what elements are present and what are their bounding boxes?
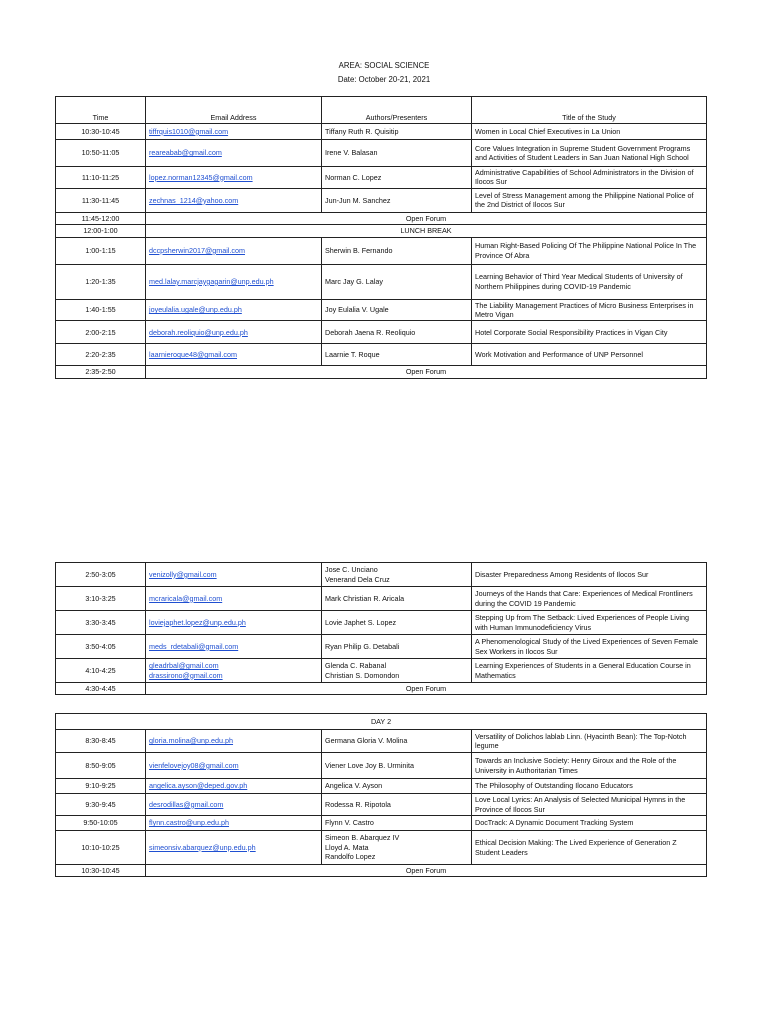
author-name: Venerand Dela Cruz: [325, 574, 390, 584]
author-cell: [322, 753, 472, 779]
break-row: [56, 212, 707, 224]
author-cell: [322, 299, 472, 321]
study-title-cell: Stepping Up from The Setback: Lived Experiences of People Living with Human Immunodeficiency Virus: [472, 611, 707, 635]
email-link[interactable]: tiffrquis1010@gmail.com: [149, 126, 229, 136]
email-link[interactable]: vienfelovejoy08@gmail.com: [149, 760, 239, 770]
email-link[interactable]: venizolly@gmail.com: [149, 569, 217, 579]
study-title-cell: Journeys of the Hands that Care: Experiences of Medical Frontliners during the COVID 19 Pandemic: [472, 587, 707, 611]
email-link[interactable]: reareabab@gmail.com: [149, 148, 222, 158]
col-header-email: Email Address: [146, 97, 322, 124]
schedule-table-day2: [55, 713, 707, 877]
author-name: Rodessa R. Ripotola: [325, 799, 391, 809]
time-cell: 4:10-4:25: [56, 659, 146, 683]
author-name: Laarnie T. Roque: [325, 350, 380, 360]
email-link[interactable]: gleadrbal@gmail.com: [149, 661, 219, 671]
author-name: Norman C. Lopez: [325, 172, 382, 182]
author-cell: [322, 794, 472, 816]
time-cell: 2:50-3:05: [56, 563, 146, 587]
author-name: Sherwin B. Fernando: [325, 245, 393, 255]
email-link[interactable]: drassirono@gmail.com: [149, 670, 223, 680]
email-cell: [146, 563, 322, 587]
author-cell: [322, 167, 472, 189]
email-cell: [146, 831, 322, 865]
author-name: Randolfo Lopez: [325, 852, 376, 862]
time-cell: 9:50-10:05: [56, 816, 146, 831]
author-name: Lovie Japhet S. Lopez: [325, 617, 397, 627]
table-row: [56, 264, 707, 299]
session-label: Open Forum: [146, 212, 707, 224]
study-title-cell: Towards an Inclusive Society: Henry Giroux and the Role of the University in Authoritarian Times: [472, 753, 707, 779]
email-cell: [146, 167, 322, 189]
email-cell: [146, 635, 322, 659]
table-row: [56, 237, 707, 264]
email-link[interactable]: joyeulalia.ugale@unp.edu.ph: [149, 305, 242, 315]
table-row: [56, 188, 707, 212]
email-cell: [146, 753, 322, 779]
table-row: [56, 779, 707, 794]
table-row: [56, 659, 707, 683]
study-title-cell: Ethical Decision Making: The Lived Experience of Generation Z Student Leaders: [472, 831, 707, 865]
table-row: [56, 563, 707, 587]
study-title-cell: Versatility of Dolichos lablab Linn. (Hyacinth Bean): The Top-Notch legume: [472, 730, 707, 753]
author-name: Jose C. Unciano: [325, 565, 378, 575]
email-cell: [146, 124, 322, 140]
study-title-cell: Human Right-Based Policing Of The Philippine National Police In The Province Of Abra: [472, 237, 707, 264]
author-cell: [322, 321, 472, 344]
table-row: [56, 730, 707, 753]
col-header-title: Title of the Study: [472, 97, 707, 124]
table-row: [56, 587, 707, 611]
author-name: Flynn V. Castro: [325, 818, 374, 828]
author-cell: [322, 816, 472, 831]
time-cell: 11:10-11:25: [56, 167, 146, 189]
author-cell: [322, 779, 472, 794]
email-cell: [146, 299, 322, 321]
table-row: [56, 794, 707, 816]
time-cell: 12:00-1:00: [56, 225, 146, 237]
time-cell: 1:20-1:35: [56, 264, 146, 299]
table-row: [56, 611, 707, 635]
author-name: Tiffany Ruth R. Quisitip: [325, 126, 399, 136]
time-cell: 9:10-9:25: [56, 779, 146, 794]
table-row: [56, 299, 707, 321]
time-cell: 1:00-1:15: [56, 237, 146, 264]
time-cell: 11:30-11:45: [56, 188, 146, 212]
day2-title-row: [56, 714, 707, 730]
time-cell: 1:40-1:55: [56, 299, 146, 321]
author-cell: [322, 264, 472, 299]
email-cell: [146, 816, 322, 831]
author-name: Marc Jay G. Lalay: [325, 276, 383, 286]
author-cell: [322, 611, 472, 635]
email-cell: [146, 730, 322, 753]
email-link[interactable]: meds_rdetabali@gmail.com: [149, 641, 239, 651]
table-row: [56, 321, 707, 344]
email-link[interactable]: mcraricala@gmail.com: [149, 593, 223, 603]
time-cell: 8:30-8:45: [56, 730, 146, 753]
email-link[interactable]: desrodillas@gmail.com: [149, 799, 224, 809]
time-cell: 10:10-10:25: [56, 831, 146, 865]
time-cell: 10:50-11:05: [56, 140, 146, 167]
email-cell: [146, 794, 322, 816]
time-cell: 10:30-10:45: [56, 124, 146, 140]
study-title-cell: Level of Stress Management among the Philippine National Police of the 2nd District of Ilocos Sur: [472, 188, 707, 212]
schedule-table-day1-morning: [55, 96, 707, 379]
author-cell: [322, 730, 472, 753]
email-cell: [146, 188, 322, 212]
email-link[interactable]: laarnieroque48@gmail.com: [149, 350, 238, 360]
table-header-row: [56, 97, 707, 124]
break-row: [56, 225, 707, 237]
session-label: Open Forum: [146, 366, 707, 378]
email-cell: [146, 659, 322, 683]
table-row: [56, 140, 707, 167]
time-cell: 3:50-4:05: [56, 635, 146, 659]
table-row: [56, 167, 707, 189]
author-name: Joy Eulalia V. Ugale: [325, 305, 389, 315]
table-row: [56, 124, 707, 140]
area-heading: AREA: SOCIAL SCIENCE: [338, 61, 430, 70]
schedule-table-day1-afternoon: [55, 562, 707, 695]
email-link[interactable]: zechnas_1214@yahoo.com: [149, 195, 239, 205]
email-link[interactable]: angelica.ayson@deped.gov.ph: [149, 781, 248, 791]
email-cell: [146, 779, 322, 794]
author-name: Glenda C. Rabanal: [325, 661, 387, 671]
email-link[interactable]: loviejaphet.lopez@unp.edu.ph: [149, 617, 246, 627]
break-row: [56, 366, 707, 378]
author-cell: [322, 659, 472, 683]
author-cell: [322, 344, 472, 366]
study-title-cell: Disaster Preparedness Among Residents of Ilocos Sur: [472, 563, 707, 587]
author-cell: [322, 563, 472, 587]
email-link[interactable]: flynn.castro@unp.edu.ph: [149, 818, 230, 828]
author-name: Ryan Philip G. Detabali: [325, 641, 400, 651]
author-name: Simeon B. Abarquez IV: [325, 833, 400, 843]
time-cell: 2:00-2:15: [56, 321, 146, 344]
break-row: [56, 865, 707, 877]
session-label: Open Forum: [146, 865, 707, 877]
time-cell: 3:30-3:45: [56, 611, 146, 635]
author-name: Mark Christian R. Aricala: [325, 593, 405, 603]
time-cell: 11:45-12:00: [56, 212, 146, 224]
email-cell: [146, 264, 322, 299]
session-label: Open Forum: [146, 683, 707, 695]
table-row: [56, 831, 707, 865]
email-cell: [146, 321, 322, 344]
study-title-cell: Love Local Lyrics: An Analysis of Selected Municipal Hymns in the Province of Ilocos Sur: [472, 794, 707, 816]
author-name: Germana Gloria V. Molina: [325, 736, 408, 746]
author-cell: [322, 635, 472, 659]
email-cell: [146, 611, 322, 635]
study-title-cell: The Philosophy of Outstanding Ilocano Educators: [472, 779, 707, 794]
email-link[interactable]: gloria.molina@unp.edu.ph: [149, 736, 234, 746]
time-cell: 4:30-4:45: [56, 683, 146, 695]
author-name: Deborah Jaena R. Reoliquio: [325, 327, 416, 337]
col-header-time: Time: [56, 97, 146, 124]
study-title-cell: DocTrack: A Dynamic Document Tracking System: [472, 816, 707, 831]
table-row: [56, 344, 707, 366]
time-cell: 10:30-10:45: [56, 865, 146, 877]
table-row: [56, 753, 707, 779]
time-cell: 8:50-9:05: [56, 753, 146, 779]
study-title-cell: A Phenomenological Study of the Lived Experiences of Seven Female Sex Workers in Ilocos Sur: [472, 635, 707, 659]
email-link[interactable]: dccpsherwin2017@gmail.com: [149, 245, 245, 255]
table-row: [56, 816, 707, 831]
session-label: LUNCH BREAK: [146, 225, 707, 237]
time-cell: 3:10-3:25: [56, 587, 146, 611]
study-title-cell: Learning Experiences of Students in a General Education Course in Mathematics: [472, 659, 707, 683]
email-cell: [146, 237, 322, 264]
break-row: [56, 683, 707, 695]
author-cell: [322, 124, 472, 140]
email-cell: [146, 140, 322, 167]
study-title-cell: The Liability Management Practices of Micro Business Enterprises in Metro Vigan: [472, 299, 707, 321]
col-header-authors: Authors/Presenters: [322, 97, 472, 124]
author-name: Viener Love Joy B. Urminita: [325, 760, 414, 770]
time-cell: 9:30-9:45: [56, 794, 146, 816]
email-link[interactable]: deborah.reoliquio@unp.edu.ph: [149, 327, 248, 337]
author-name: Jun-Jun M. Sanchez: [325, 195, 391, 205]
time-cell: 2:20-2:35: [56, 344, 146, 366]
date-heading: Date: October 20-21, 2021: [337, 75, 431, 84]
email-link[interactable]: lopez.norman12345@gmail.com: [149, 172, 253, 182]
email-link[interactable]: med.lalay.marcjaygagarin@unp.edu.ph: [149, 276, 274, 286]
study-title-cell: Core Values Integration in Supreme Student Government Programs and Activities of Student Leaders in San Juan National High School: [472, 140, 707, 167]
table-row: [56, 635, 707, 659]
email-cell: [146, 587, 322, 611]
author-name: Irene V. Balasan: [325, 148, 378, 158]
study-title-cell: Work Motivation and Performance of UNP Personnel: [472, 344, 707, 366]
study-title-cell: Hotel Corporate Social Responsibility Practices in Vigan City: [472, 321, 707, 344]
author-name: Christian S. Domondon: [325, 670, 400, 680]
study-title-cell: Learning Behavior of Third Year Medical Students of University of Northern Philippines during COVID-19 Pandemic: [472, 264, 707, 299]
author-name: Angelica V. Ayson: [325, 781, 383, 791]
author-cell: [322, 237, 472, 264]
study-title-cell: Women in Local Chief Executives in La Union: [472, 124, 707, 140]
study-title-cell: Administrative Capabilities of School Administrators in the Division of Ilocos Sur: [472, 167, 707, 189]
day-title: DAY 2: [56, 714, 707, 730]
author-name: Lloyd A. Mata: [325, 842, 369, 852]
author-cell: [322, 587, 472, 611]
email-link[interactable]: simeonsiv.abarquez@unp.edu.ph: [149, 842, 256, 852]
time-cell: 2:35-2:50: [56, 366, 146, 378]
author-cell: [322, 188, 472, 212]
author-cell: [322, 831, 472, 865]
author-cell: [322, 140, 472, 167]
email-cell: [146, 344, 322, 366]
